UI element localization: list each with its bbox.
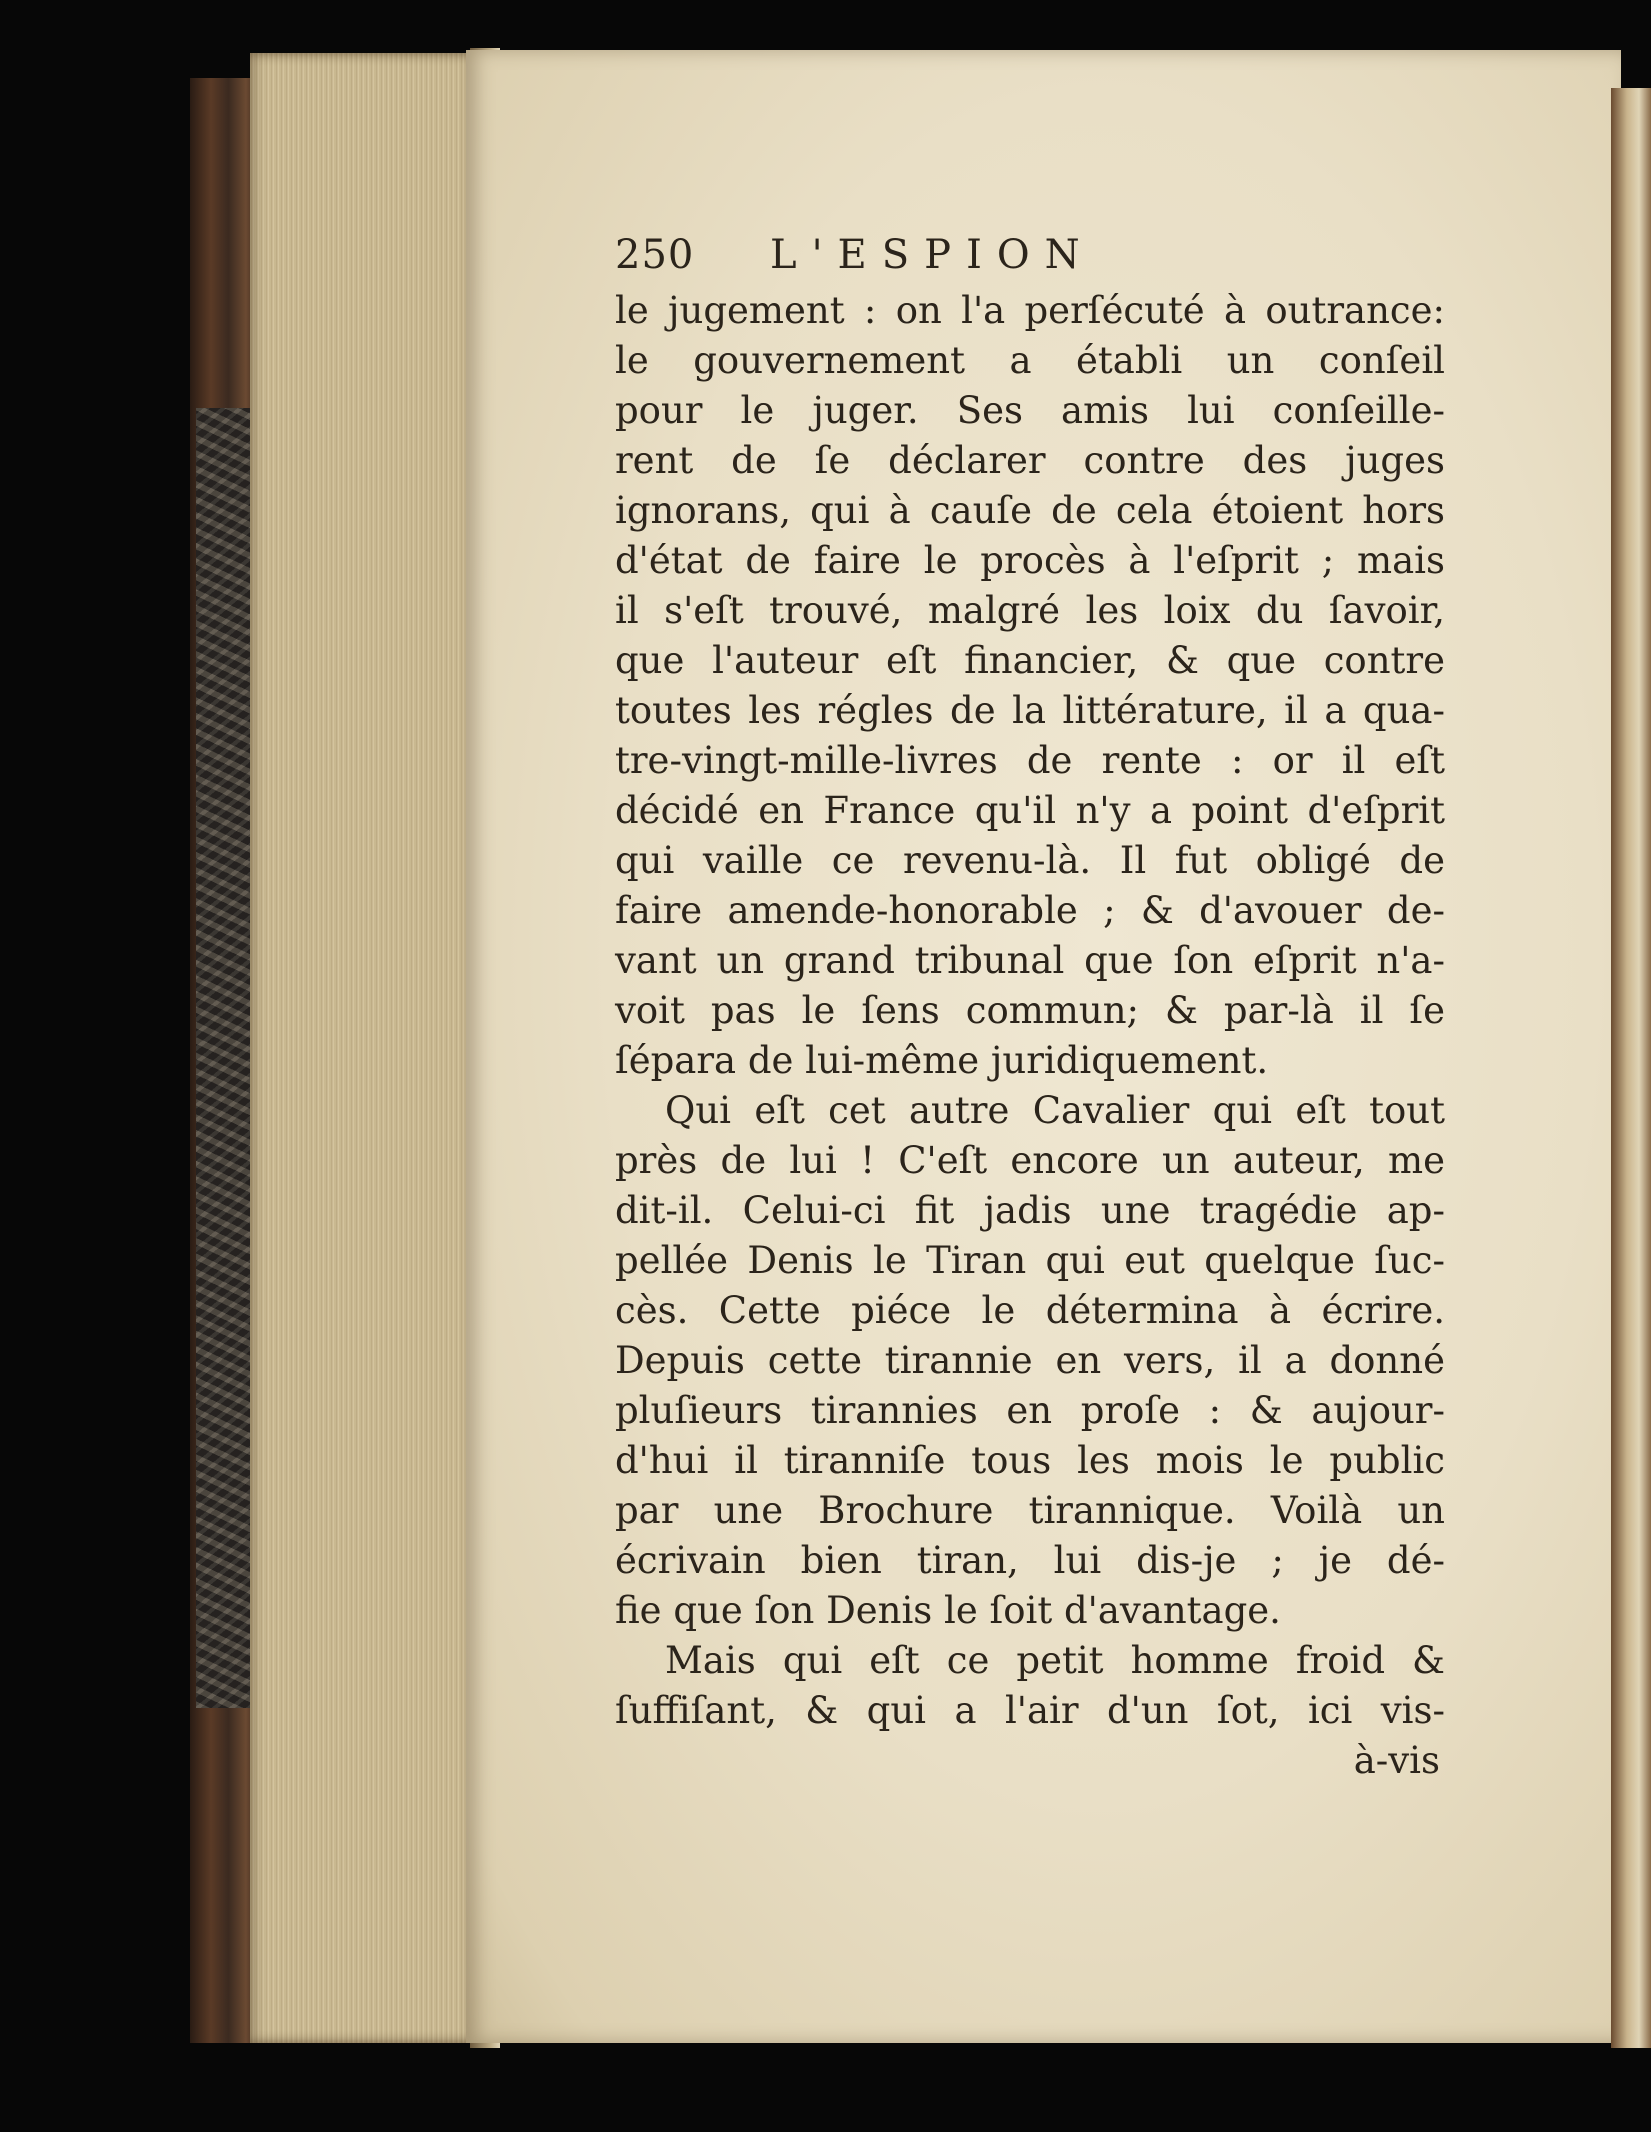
text-line: cès. Cette piéce le détermina à écrire. — [615, 1289, 1445, 1332]
page-number: 250 — [615, 232, 695, 278]
facing-page-edge — [1611, 88, 1651, 2048]
text-line: vant un grand tribunal que ſon eſprit n'a- — [615, 939, 1445, 982]
text-line: pluſieurs tirannies en proſe : & aujour- — [615, 1389, 1445, 1432]
text-line: Qui eſt cet autre Cavalier qui eſt tout — [665, 1089, 1445, 1132]
text-line: dit-il. Celui-ci fit jadis une tragédie ap- — [615, 1189, 1445, 1232]
text-line: Depuis cette tirannie en vers, il a donné — [615, 1339, 1445, 1382]
text-line: ſuffiſant, & qui a l'air d'un ſot, ici vis- — [615, 1689, 1445, 1732]
text-line: décidé en France qu'il n'y a point d'eſprit — [615, 789, 1445, 832]
text-line: écrivain bien tiran, lui dis-je ; je dé- — [615, 1539, 1445, 1582]
text-line: Mais qui eſt ce petit homme froid & — [665, 1639, 1445, 1682]
text-line: par une Brochure tirannique. Voilà un — [615, 1489, 1445, 1532]
text-line: le jugement : on l'a perſécuté à outrance: — [615, 289, 1445, 332]
text-line: voit pas le ſens commun; & par-là il ſe — [615, 989, 1445, 1032]
body-text — [615, 286, 1445, 1736]
text-line: tre-vingt-mille-livres de rente : or il eſt — [615, 739, 1445, 782]
catchword: à-vis — [1353, 1739, 1440, 1782]
text-line: qui vaille ce revenu-là. Il fut obligé de — [615, 839, 1445, 882]
page-text — [615, 228, 1445, 1786]
text-line: d'hui il tiranniſe tous les mois le public — [615, 1439, 1445, 1482]
text-line: fie que ſon Denis le ſoit d'avantage. — [615, 1589, 1281, 1632]
text-line: ſépara de lui-même juridiquement. — [615, 1039, 1269, 1082]
marbled-board — [196, 408, 252, 1708]
text-line: près de lui ! C'eſt encore un auteur, me — [615, 1139, 1445, 1182]
page-edges — [250, 53, 480, 2043]
text-line: pellée Denis le Tiran qui eut quelque ſuc- — [615, 1239, 1445, 1282]
running-head — [615, 228, 1445, 282]
text-line: le gouvernement a établi un conſeil — [615, 339, 1445, 382]
text-line: que l'auteur eſt financier, & que contre — [615, 639, 1445, 682]
text-line: il s'eſt trouvé, malgré les loix du ſavoir, — [615, 589, 1445, 632]
text-line: faire amende-honorable ; & d'avouer de- — [615, 889, 1445, 932]
text-line: toutes les régles de la littérature, il a qua- — [615, 689, 1445, 732]
text-line: d'état de faire le procès à l'eſprit ; mais — [615, 539, 1445, 582]
text-line: pour le juger. Ses amis lui conſeille- — [615, 389, 1445, 432]
text-line: rent de ſe déclarer contre des juges — [615, 439, 1445, 482]
text-line: ignorans, qui à cauſe de cela étoient hors — [615, 489, 1445, 532]
running-title: L'ESPION — [770, 232, 1095, 278]
